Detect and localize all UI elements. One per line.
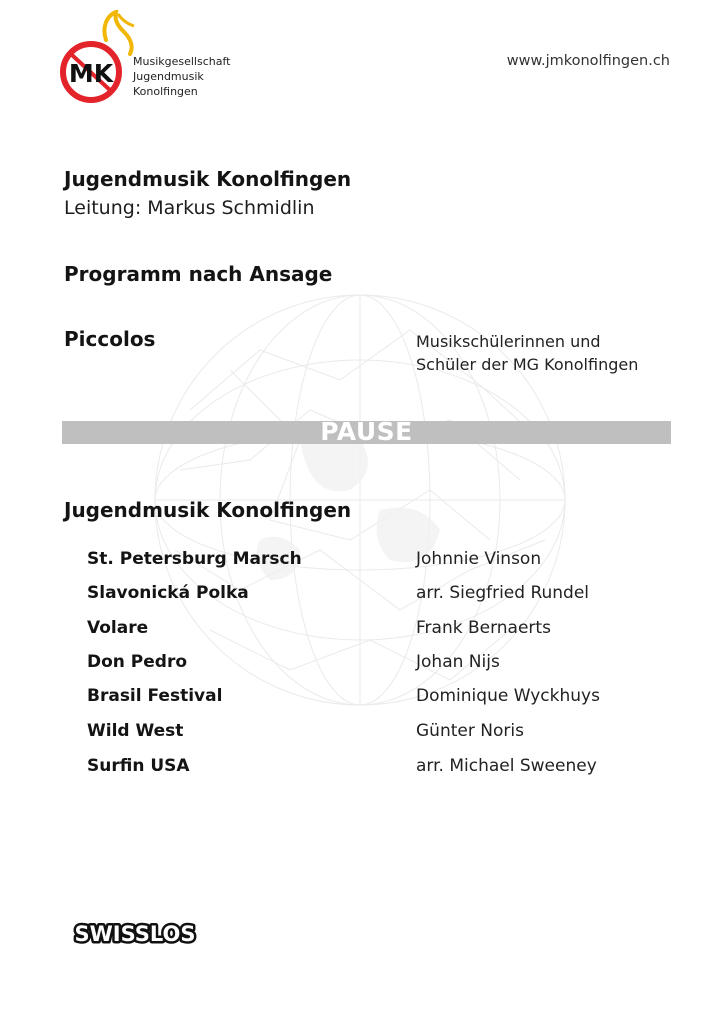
piece-composer: arr. Siegfried Rundel [416,583,590,603]
piece-title: Brasil Festival [87,686,223,706]
piece-composer: Frank Bernaerts [416,618,551,638]
piece-composer: Günter Noris [416,721,524,741]
piece-title: Slavonická Polka [87,583,249,603]
piece-title: Volare [87,618,149,638]
org-name-line-1: Musikgesellschaft [133,55,231,68]
pause-banner [62,417,671,446]
piece-composer: Dominique Wyckhuys [416,686,600,706]
pause-label: PAUSE [320,417,413,446]
piece-title: St. Petersburg Marsch [87,549,302,569]
org-name-line-2: Jugendmusik [133,70,204,83]
piccolos-credit-line-1: Musikschülerinnen und [416,332,601,351]
org-name-line-3: Konolfingen [133,85,198,98]
piece-composer: Johan Nijs [416,652,500,672]
conductor-line: Leitung: Markus Schmidlin [64,197,315,219]
website-link[interactable]: www.jmkonolfingen.ch [506,53,670,69]
piece-title: Wild West [87,721,184,741]
piece-title: Surfin USA [87,756,190,776]
piccolos-title: Piccolos [64,327,156,351]
piece-composer: arr. Michael Sweeney [416,756,597,776]
swisslos-logo [64,918,206,948]
svg-text:SWISSLOS: SWISSLOS [74,922,196,946]
piece-title: Don Pedro [87,652,188,672]
svg-text:MK: MK [68,59,114,88]
band-title-2: Jugendmusik Konolfingen [64,498,352,522]
program-note: Programm nach Ansage [64,262,333,286]
piccolos-credit-line-2: Schüler der MG Konolfingen [416,355,639,374]
band-title: Jugendmusik Konolfingen [64,167,352,191]
piece-composer: Johnnie Vinson [416,549,542,569]
